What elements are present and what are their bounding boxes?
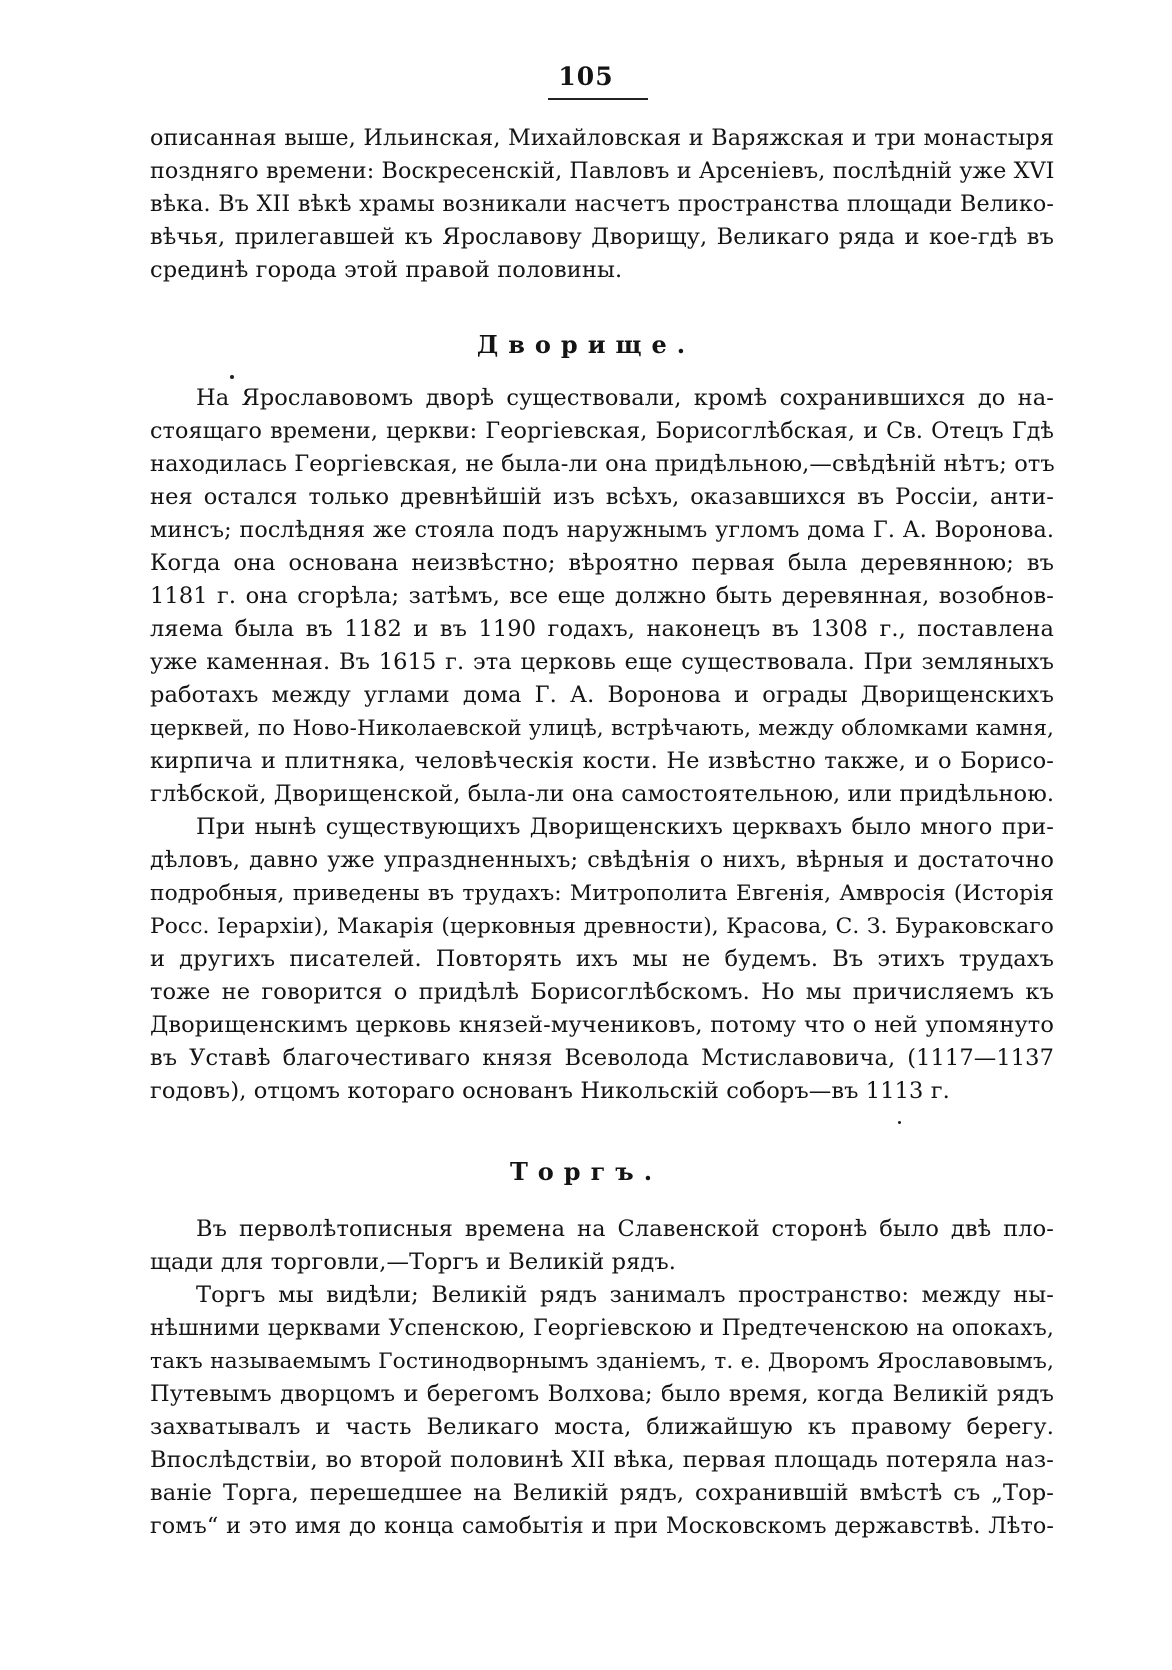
text-line: Путевымъ дворцомъ и берегомъ Волхова; было время, когда Великій рядъ <box>150 1381 1054 1407</box>
text-line: и другихъ писателей. Повторять ихъ мы не будемъ. Въ этихъ трудахъ <box>150 946 1054 972</box>
text-line: уже каменная. Въ 1615 г. эта церковь еще существовала. При земляныхъ <box>150 649 1054 675</box>
text-line: 1181 г. она сгорѣла; затѣмъ, все еще должно быть деревянная, возобнов- <box>150 583 1054 609</box>
text-line: тоже не говорится о придѣлѣ Борисоглѣбскомъ. Но мы причисляемъ къ <box>150 979 1054 1005</box>
text-line: Дворищенскимъ церковь князей-мучениковъ, потому что о ней упомянуто <box>150 1012 1054 1038</box>
torg-paragraph-2 <box>150 1279 1054 1543</box>
dvorishche-paragraph-2 <box>150 811 1054 1108</box>
text-line: нея остался только древнѣйшій изъ всѣхъ, оказавшихся въ Россіи, анти- <box>150 484 1054 510</box>
intro-paragraph <box>150 122 1054 287</box>
text-line: работахъ между углами дома Г. А. Воронова и ограды Дворищенскихъ <box>150 682 1054 708</box>
text-line: захватывалъ и часть Великаго моста, ближайшую къ правому берегу. <box>150 1414 1054 1440</box>
text-line: стоящаго времени, церкви: Георгіевская, Борисоглѣбская, и Св. Отецъ Гдѣ <box>150 418 1054 444</box>
text-line: находилась Георгіевская, не была-ли она придѣльною,—свѣдѣній нѣтъ; отъ <box>150 451 1055 477</box>
text-line: минсъ; послѣдняя же стояла подъ наружнымъ угломъ дома Г. А. Воронова. <box>150 517 1054 543</box>
text-line: Впослѣдствіи, во второй половинѣ XII вѣка, первая площадь потеряла наз- <box>150 1447 1054 1473</box>
text-line: Торгъ мы видѣли; Великій рядъ занималъ пространство: между ны- <box>196 1282 1054 1308</box>
text-line: щади для торговли,—Торгъ и Великій рядъ. <box>150 1249 676 1275</box>
text-line: вѣка. Въ XII вѣкѣ храмы возникали насчетъ пространства площади Велико- <box>150 191 1054 217</box>
text-line: описанная выше, Ильинская, Михайловская и Варяжская и три монастыря <box>150 125 1054 151</box>
text-line: Когда она основана неизвѣстно; вѣроятно первая была деревянною; въ <box>150 550 1054 576</box>
page-number-rule <box>548 98 648 100</box>
text-line: въ Уставѣ благочестиваго князя Всеволода Мстиславовича, (1117—1137 <box>150 1045 1054 1071</box>
text-line: дѣловъ, давно уже упраздненныхъ; свѣдѣнія о нихъ, вѣрныя и достаточно <box>150 847 1054 873</box>
print-speck <box>898 1121 901 1124</box>
section-heading-dvorishche: Дворище. <box>476 330 696 359</box>
text-line: ляема была въ 1182 и въ 1190 годахъ, наконецъ въ 1308 г., поставлена <box>150 616 1054 642</box>
text-line: При нынѣ существующихъ Дворищенскихъ церквахъ было много при- <box>196 814 1054 840</box>
section-heading-torg: Торгъ. <box>509 1157 663 1186</box>
page-number: 105 <box>558 62 614 91</box>
text-line: глѣбской, Дворищенской, была-ли она самостоятельною, или придѣльною. <box>150 781 1055 807</box>
torg-paragraph-1 <box>150 1213 1054 1279</box>
text-line: гомъ“ и это имя до конца самобытія и при Московскомъ державствѣ. Лѣто- <box>150 1513 1054 1539</box>
text-line: поздняго времени: Воскресенскій, Павловъ и Арсеніевъ, послѣдній уже XVI <box>150 158 1055 184</box>
text-line: годовъ), отцомъ котораго основанъ Никольскій соборъ—въ 1113 г. <box>150 1078 950 1104</box>
text-line: нѣшними церквами Успенскою, Георгіевскою и Предтеченскою на опокахъ, <box>150 1316 1054 1341</box>
text-line: вѣчья, прилегавшей къ Ярославову Дворищу, Великаго ряда и кое-гдѣ въ <box>150 224 1054 250</box>
text-line: ваніе Торга, перешедшее на Великій рядъ, сохранившій вмѣстѣ съ „Тор- <box>150 1480 1054 1506</box>
text-line: На Ярославовомъ дворѣ существовали, кромѣ сохранившихся до на- <box>196 385 1054 411</box>
text-line: кирпича и плитняка, человѣческія кости. Не извѣстно также, и о Борисо- <box>150 748 1054 774</box>
text-line: Росс. Іерархіи), Макарія (церковныя древности), Красова, С. З. Бураковскаго <box>150 914 1054 939</box>
text-line: срединѣ города этой правой половины. <box>150 257 623 283</box>
text-line: церквей, по Ново-Николаевской улицѣ, встрѣчають, между обломками камня, <box>150 716 1054 741</box>
print-speck <box>230 375 234 379</box>
dvorishche-paragraph-1 <box>150 382 1054 811</box>
text-line: такъ называемымъ Гостинодворнымъ зданіемъ, т. е. Дворомъ Ярославовымъ, <box>150 1349 1054 1374</box>
text-line: подробныя, приведены въ трудахъ: Митрополита Евгенія, Амвросія (Исторія <box>150 881 1054 906</box>
text-line: Въ перволѣтописныя времена на Славенской сторонѣ было двѣ пло- <box>196 1216 1054 1242</box>
